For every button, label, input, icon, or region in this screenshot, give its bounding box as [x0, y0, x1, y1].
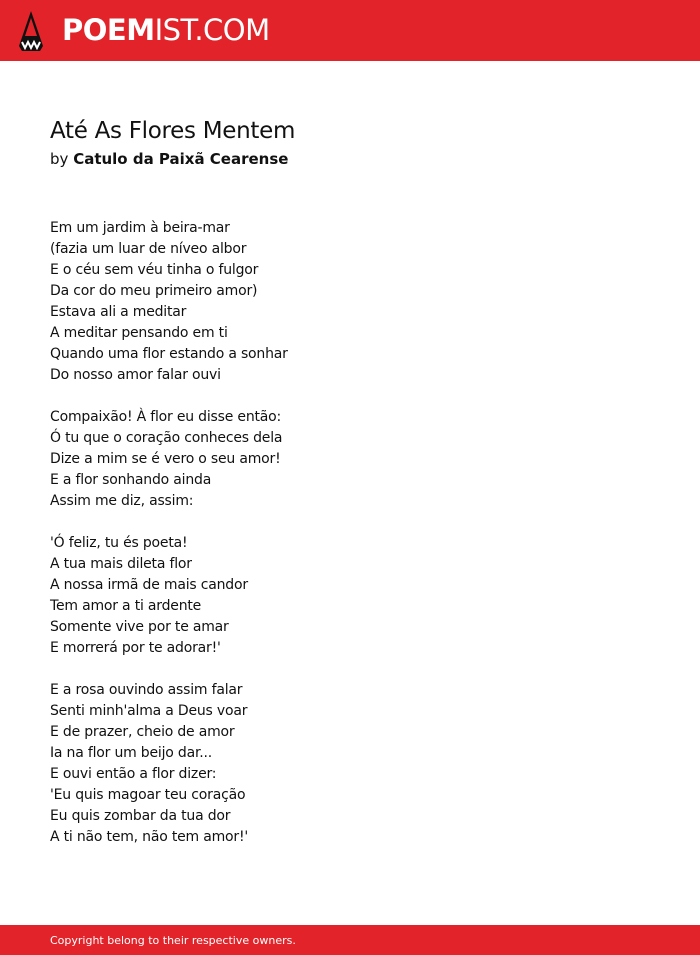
poem-body [50, 218, 288, 848]
poem-line: 'Ó feliz, tu és poeta! [50, 535, 188, 551]
poem-line: Compaixão! À flor eu disse então: [50, 409, 282, 425]
poem-line: E o céu sem véu tinha o fulgor [50, 262, 259, 278]
poem-title: Até As Flores Mentem [50, 118, 296, 144]
poem-byline [50, 149, 288, 169]
pencil-icon[interactable] [18, 10, 44, 52]
poem-line: Eu quis zombar da tua dor [50, 808, 231, 824]
poem-line: Da cor do meu primeiro amor) [50, 283, 258, 299]
poem-line: A nossa irmã de mais candor [50, 577, 248, 593]
poem-line: 'Eu quis magoar teu coração [50, 787, 246, 803]
poem-stanza [50, 218, 288, 386]
copyright-text: Copyright belong to their respective owners. [50, 934, 296, 947]
poem-line: E ouvi então a flor dizer: [50, 766, 217, 782]
poem-line: Assim me diz, assim: [50, 493, 194, 509]
poem-line: Do nosso amor falar ouvi [50, 367, 221, 383]
poem-stanza [50, 407, 288, 512]
poem-line: E a rosa ouvindo assim falar [50, 682, 243, 698]
poem-line: E a flor sonhando ainda [50, 472, 212, 488]
site-logo[interactable] [62, 13, 270, 47]
site-header [0, 0, 700, 61]
poem-line: Quando uma flor estando a sonhar [50, 346, 288, 362]
poem-line: E de prazer, cheio de amor [50, 724, 235, 740]
logo-bold-text: POEM [62, 13, 155, 47]
poem-line: Senti minh'alma a Deus voar [50, 703, 248, 719]
poem-line: Tem amor a ti ardente [50, 598, 202, 614]
poem-line: Estava ali a meditar [50, 304, 187, 320]
by-label: by [50, 150, 69, 168]
logo-light-text: IST.COM [154, 13, 270, 47]
poem-line: (fazia um luar de níveo albor [50, 241, 247, 257]
poem-line: Ó tu que o coração conheces dela [50, 430, 283, 446]
poem-line: A tua mais dileta flor [50, 556, 192, 572]
poem-line: A ti não tem, não tem amor!' [50, 829, 249, 845]
poem-line: Somente vive por te amar [50, 619, 229, 635]
poem-line: Em um jardim à beira-mar [50, 220, 230, 236]
poem-author: Catulo da Paixã Cearense [73, 150, 289, 168]
poem-line: E morrerá por te adorar!' [50, 640, 221, 656]
poem-stanza [50, 680, 288, 848]
poem-line: Ia na flor um beijo dar... [50, 745, 212, 761]
poem-line: Dize a mim se é vero o seu amor! [50, 451, 281, 467]
site-footer [0, 925, 700, 955]
poem-line: A meditar pensando em ti [50, 325, 228, 341]
poem-stanza [50, 533, 288, 659]
